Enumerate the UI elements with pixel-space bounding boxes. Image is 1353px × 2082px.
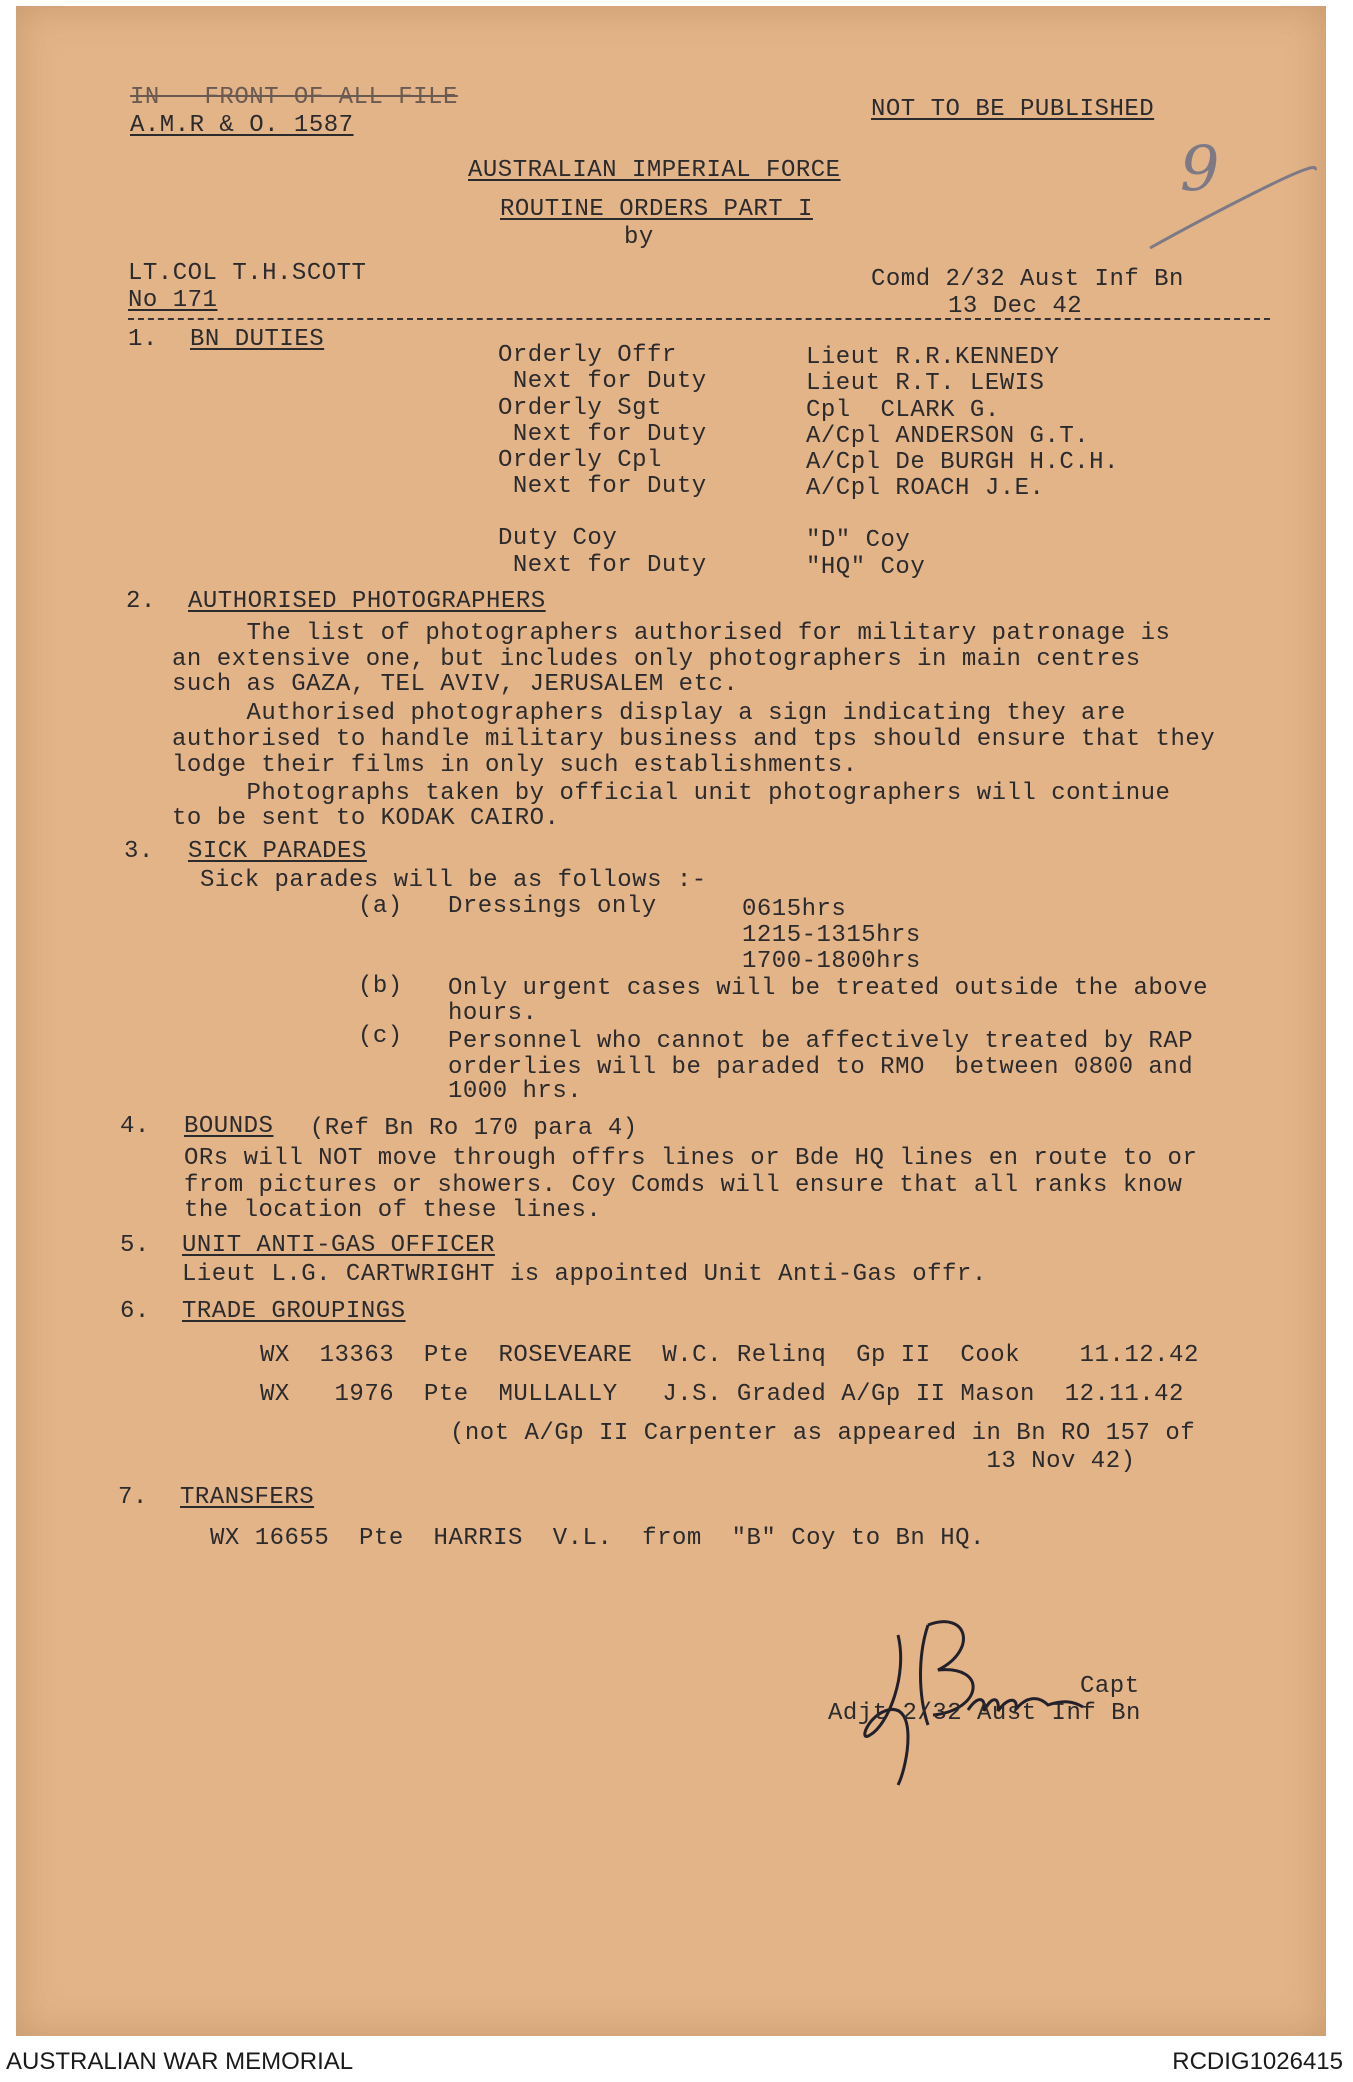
commander-name: LT.COL T.H.SCOTT	[128, 260, 367, 287]
item-a-label: (a)	[358, 893, 403, 920]
transfer-line: WX 16655 Pte HARRIS V.L. from "B" Coy to Bn HQ.	[210, 1525, 985, 1552]
margin-pencil-mark	[1140, 130, 1320, 260]
parade-time: 1700-1800hrs	[742, 948, 921, 975]
trade-grouping-note: 13 Nov 42)	[450, 1448, 1136, 1475]
trade-grouping-note: (not A/Gp II Carpenter as appeared in Bn RO 157 of	[450, 1420, 1196, 1447]
order-number: No 171	[128, 287, 218, 314]
header-divider	[128, 318, 1270, 320]
duty-name: A/Cpl De BURGH H.C.H.	[806, 449, 1119, 476]
item-b-line: Only urgent cases will be treated outside the above	[448, 975, 1209, 1002]
duty-role: Next for Duty	[498, 473, 707, 500]
duty-role: Next for Duty	[498, 421, 707, 448]
footer-record-id: RCDIG1026415	[1172, 2048, 1343, 2075]
section-4-number: 4.	[120, 1113, 150, 1140]
section-3-heading: SICK PARADES	[188, 838, 367, 865]
paragraph-line: the location of these lines.	[184, 1197, 602, 1224]
document-title: AUSTRALIAN IMPERIAL FORCE	[468, 157, 841, 184]
paragraph-line: The list of photographers authorised for military patronage is	[172, 620, 1171, 647]
item-b-line: hours.	[448, 1000, 538, 1027]
section-6-number: 6.	[120, 1298, 150, 1325]
section-2-heading: AUTHORISED PHOTOGRAPHERS	[188, 588, 546, 615]
item-c-line: orderlies will be paraded to RMO between 0800 and	[448, 1054, 1194, 1081]
signature-rank: Capt	[1080, 1673, 1140, 1700]
duty-name: Lieut R.T. LEWIS	[806, 370, 1045, 397]
duty-role: Orderly Cpl	[498, 447, 662, 474]
section-5-heading: UNIT ANTI-GAS OFFICER	[182, 1232, 495, 1259]
item-a-text: Dressings only	[448, 893, 657, 920]
section-2-number: 2.	[126, 588, 156, 615]
section-7-number: 7.	[118, 1484, 148, 1511]
duty-role: Orderly Offr	[498, 342, 677, 369]
svg-text:9: 9	[1180, 132, 1220, 205]
section-6-heading: TRADE GROUPINGS	[182, 1298, 406, 1325]
parade-time: 1215-1315hrs	[742, 922, 921, 949]
item-c-label: (c)	[358, 1023, 403, 1050]
duty-name: Cpl CLARK G.	[806, 397, 1000, 424]
paragraph-line: ORs will NOT move through offrs lines or Bde HQ lines en route to or	[184, 1145, 1198, 1172]
duty-role: Next for Duty	[498, 368, 707, 395]
paragraph-line: such as GAZA, TEL AVIV, JERUSALEM etc.	[172, 671, 739, 698]
trade-grouping-row: WX 13363 Pte ROSEVEARE W.C. Relinq Gp II Cook 11.12.42	[260, 1342, 1199, 1369]
section-5-number: 5.	[120, 1232, 150, 1259]
duty-name: "HQ" Coy	[806, 554, 926, 581]
duty-role: Next for Duty	[498, 552, 707, 579]
paragraph-line: from pictures or showers. Coy Comds will ensure that all ranks know	[184, 1172, 1183, 1199]
section-7-heading: TRANSFERS	[180, 1484, 315, 1511]
unit-name: Comd 2/32 Aust Inf Bn	[871, 266, 1184, 293]
duty-name: A/Cpl ROACH J.E.	[806, 475, 1045, 502]
item-c-line: Personnel who cannot be affectively treated by RAP	[448, 1028, 1194, 1055]
footer-archive-name: AUSTRALIAN WAR MEMORIAL	[6, 2048, 354, 2075]
duty-name: Lieut R.R.KENNEDY	[806, 344, 1060, 371]
paragraph-line: Lieut L.G. CARTWRIGHT is appointed Unit Anti-Gas offr.	[182, 1261, 987, 1288]
trade-grouping-row: WX 1976 Pte MULLALLY J.S. Graded A/Gp II Mason 12.11.42	[260, 1381, 1184, 1408]
paragraph-line: to be sent to KODAK CAIRO.	[172, 805, 560, 832]
paragraph-line: lodge their films in only such establishments.	[172, 752, 858, 779]
amr-reference: A.M.R & O. 1587	[130, 112, 354, 139]
not-to-be-published: NOT TO BE PUBLISHED	[871, 96, 1155, 123]
by-label: by	[624, 224, 654, 251]
sick-parade-intro: Sick parades will be as follows :-	[200, 867, 707, 894]
section-3-number: 3.	[124, 838, 154, 865]
paragraph-line: Photographs taken by official unit photographers will continue	[172, 780, 1171, 807]
signature-title: Adjt 2/32 Aust Inf Bn	[828, 1700, 1141, 1727]
duty-role: Orderly Sgt	[498, 395, 662, 422]
order-date: 13 Dec 42	[948, 293, 1083, 320]
parade-time: 0615hrs	[742, 896, 847, 923]
paragraph-line: an extensive one, but includes only photographers in main centres	[172, 646, 1141, 673]
paragraph-line: Authorised photographers display a sign indicating they are	[172, 700, 1126, 727]
item-b-label: (b)	[358, 973, 403, 1000]
section-1-number: 1.	[128, 326, 158, 353]
duty-role: Duty Coy	[498, 525, 618, 552]
struck-reference: IN FRONT OF ALL FILE	[130, 84, 458, 111]
section-1-heading: BN DUTIES	[190, 326, 325, 353]
section-4-heading: BOUNDS	[184, 1113, 274, 1140]
paragraph-line: authorised to handle military business and tps should ensure that they	[172, 726, 1216, 753]
item-c-line: 1000 hrs.	[448, 1078, 583, 1105]
section-4-reference: (Ref Bn Ro 170 para 4)	[280, 1115, 638, 1142]
duty-name: "D" Coy	[806, 527, 911, 554]
document-subtitle: ROUTINE ORDERS PART I	[500, 196, 813, 223]
duty-name: A/Cpl ANDERSON G.T.	[806, 423, 1090, 450]
